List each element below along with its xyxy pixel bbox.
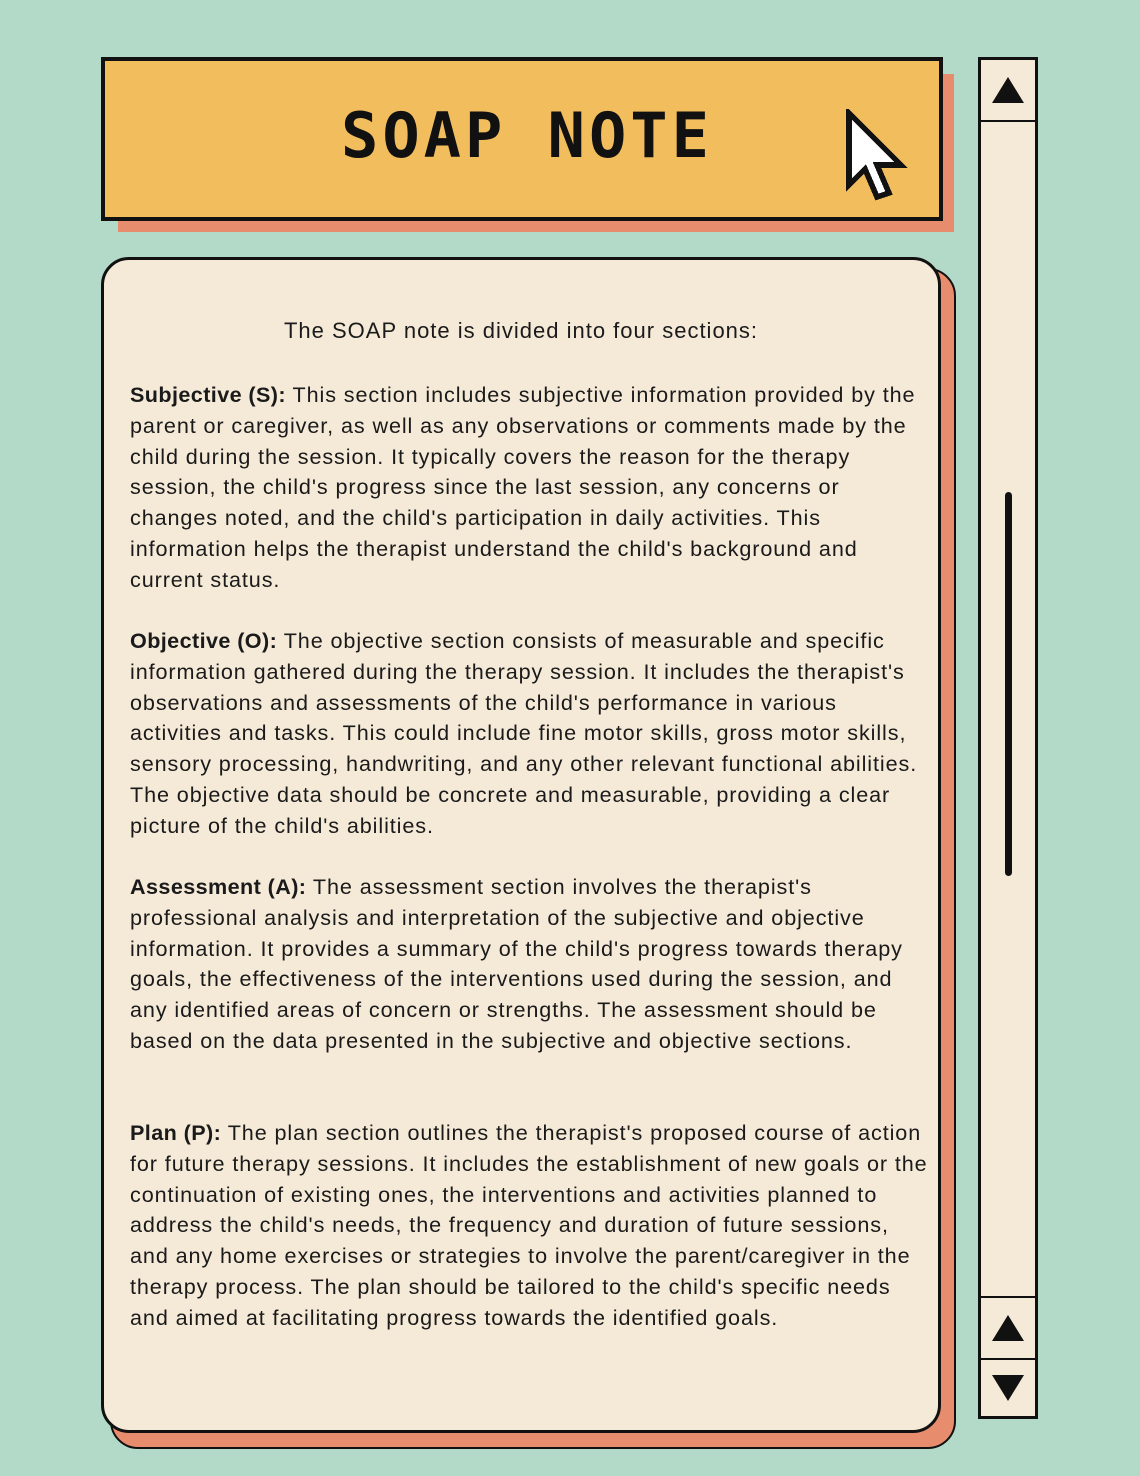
section-objective (130, 626, 930, 842)
page-title: SOAP NOTE (341, 98, 713, 172)
section-body: The assessment section involves the therapist's professional analysis and interpretation of the subjective and objective information. It provides a summary of the child's progress towards therapy goals, the effectiveness of the interventions used during the session, and any identified areas of concern or strengths. The assessment should be based on the data presented in the subjective and objective sections. (130, 874, 903, 1053)
section-assessment (130, 872, 930, 1057)
content-panel (101, 257, 941, 1433)
section-body: The objective section consists of measurable and specific information gathered during the therapy session. It includes the therapist's observations and assessments of the child's performance in various activities and tasks. This could include fine motor skills, gross motor skills, sensory processing, handwriting, and any other relevant functional abilities. The objective data should be concrete and measurable, providing a clear picture of the child's abilities. (130, 628, 918, 838)
scrollbar[interactable] (978, 57, 1038, 1419)
section-body: The plan section outlines the therapist's proposed course of action for future therapy sessions. It includes the establishment of new goals or the continuation of existing ones, the interventions and activities planned to address the child's needs, the frequency and duration of future sessions, and any home exercises or strategies to involve the parent/caregiver in the therapy process. The plan should be tailored to the child's specific needs and aimed at facilitating progress towards the identified goals. (130, 1120, 928, 1330)
scroll-top-button[interactable] (981, 60, 1035, 122)
scroll-up-button[interactable] (981, 1296, 1035, 1360)
triangle-up-icon (992, 77, 1024, 103)
section-heading: Plan (P): (130, 1120, 222, 1145)
section-subjective (130, 380, 930, 596)
section-heading: Assessment (A): (130, 874, 307, 899)
intro-text: The SOAP note is divided into four sections: (283, 318, 759, 343)
scrollbar-thumb[interactable] (1005, 492, 1012, 876)
section-plan (130, 1118, 930, 1334)
pointer-cursor-icon (845, 109, 909, 214)
title-window (101, 57, 943, 221)
scroll-down-button[interactable] (981, 1358, 1035, 1418)
section-heading: Objective (O): (130, 628, 278, 653)
triangle-up-icon (992, 1315, 1024, 1341)
section-heading: Subjective (S): (130, 382, 286, 407)
section-body: This section includes subjective information provided by the parent or caregiver, as well as any observations or comments made by the child during the session. It typically covers the reason for the therapy session, the child's progress since the last session, any concerns or changes noted, and the child's participation in daily activities. This information helps the therapist understand the child's background and current status. (130, 382, 916, 592)
triangle-down-icon (992, 1375, 1024, 1401)
